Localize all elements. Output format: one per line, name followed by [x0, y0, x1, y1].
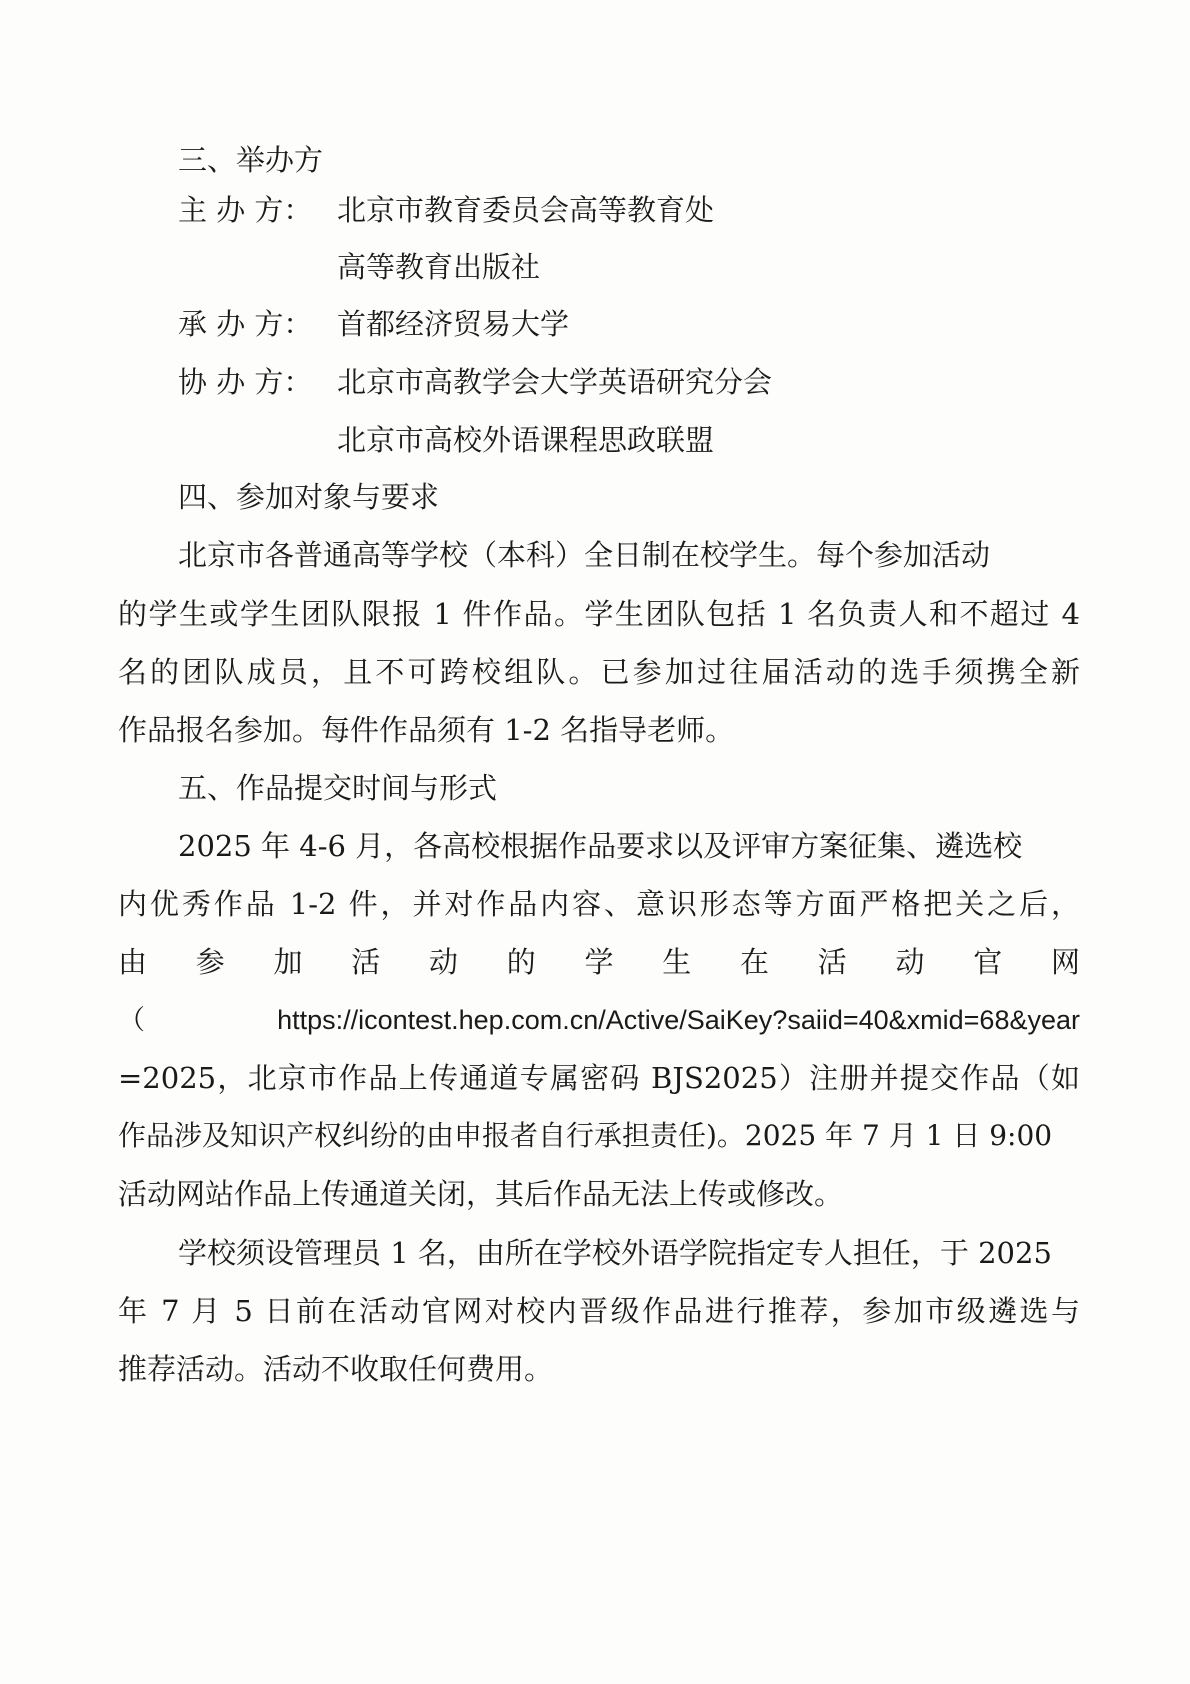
organizer-label: 承 办 方： [178, 307, 313, 341]
section5-line-2: 内优秀作品 1-2 件，并对作品内容、意识形态等方面严格把关之后， [118, 887, 1080, 921]
host-value-1: 北京市教育委员会高等教育处 [337, 193, 715, 227]
section3-heading: 三、举办方 [178, 143, 324, 177]
section4-line-2: 的学生或学生团队限报 1 件作品。学生团队包括 1 名负责人和不超过 4 [118, 597, 1080, 631]
section5-line-3: 由 参 加 活 动 的 学 生 在 活 动 官 网 [118, 945, 1080, 979]
organizer-value: 首都经济贸易大学 [337, 307, 570, 341]
section5-line-6: 作品涉及知识产权纠纷的由申报者自行承担责任)。2025 年 7 月 1 日 9:00 [118, 1119, 1053, 1152]
admin-line-1: 学校须设管理员 1 名，由所在学校外语学院指定专人担任，于 2025 [178, 1236, 1052, 1270]
coorganizer-value-1: 北京市高教学会大学英语研究分会 [337, 365, 773, 399]
section4-line-1: 北京市各普通高等学校（本科）全日制在校学生。每个参加活动 [178, 538, 991, 572]
section4-heading: 四、参加对象与要求 [178, 480, 440, 514]
section5-line-5: =2025，北京市作品上传通道专属密码 BJS2025）注册并提交作品（如 [118, 1061, 1080, 1095]
section5-line-1: 2025 年 4-6 月，各高校根据作品要求以及评审方案征集、遴选校 [178, 829, 1023, 863]
admin-line-3: 推荐活动。活动不收取任何费用。 [118, 1352, 554, 1386]
section5-url-line: （ https://icontest.hep.com.cn/Active/SaiKey?saiid=40&xmid=68&year [118, 1005, 1080, 1035]
host-value-2: 高等教育出版社 [337, 250, 541, 284]
section5-line-7: 活动网站作品上传通道关闭，其后作品无法上传或修改。 [118, 1177, 844, 1211]
section5-heading: 五、作品提交时间与形式 [178, 771, 498, 805]
section4-line-4: 作品报名参加。每件作品须有 1-2 名指导老师。 [118, 713, 735, 747]
coorganizer-value-2: 北京市高校外语课程思政联盟 [337, 423, 715, 457]
host-label: 主 办 方： [178, 193, 313, 227]
section4-line-3: 名的团队成员，且不可跨校组队。已参加过往届活动的选手须携全新 [118, 655, 1080, 689]
admin-line-2: 年 7 月 5 日前在活动官网对校内晋级作品进行推荐，参加市级遴选与 [118, 1294, 1080, 1328]
coorganizer-label: 协 办 方： [178, 365, 313, 399]
